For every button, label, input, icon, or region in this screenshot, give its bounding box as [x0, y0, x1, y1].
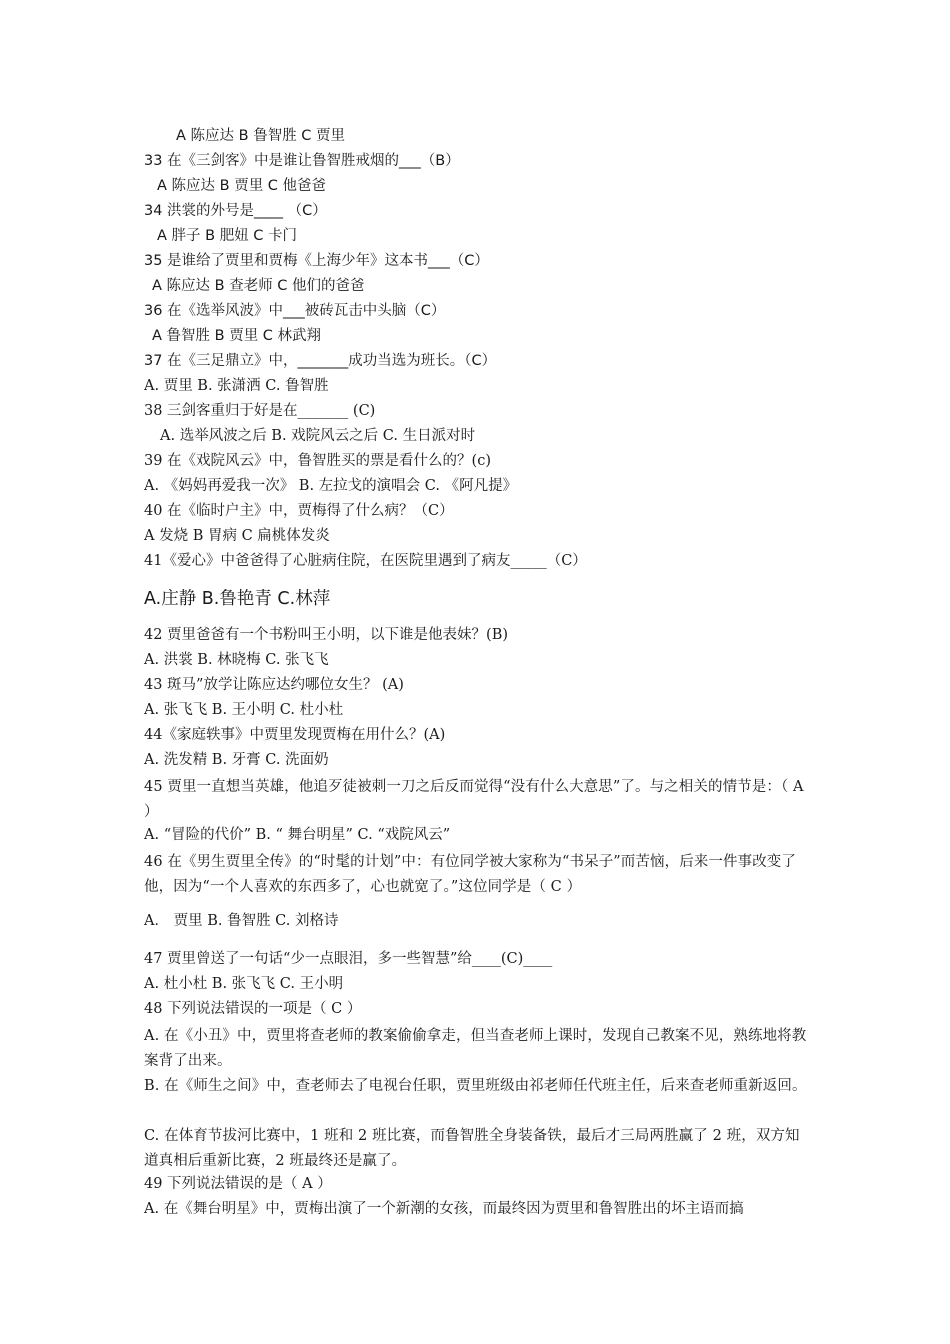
option-line: A. 《妈妈再爱我一次》 B. 左拉戈的演唱会 C. 《阿凡提》 — [144, 478, 518, 494]
option-line: A. 贾里 B. 张潇洒 C. 鲁智胜 — [144, 378, 329, 394]
option-line: A. 洪裳 B. 林晓梅 C. 张飞飞 — [144, 652, 329, 668]
question-48: 48 下列说法错误的一项是（ C ） — [144, 1001, 362, 1017]
question-45: 45 贾里一直想当英雄，他追歹徒被刺一刀之后反而觉得“没有什么大意思”了。与之相关的情节是：（ A ） — [144, 779, 804, 820]
option-line: A. 杜小杜 B. 张飞飞 C. 王小明 — [144, 976, 344, 992]
question-46: 46 在《男生贾里全传》的“时髦的计划”中：有位同学被大家称为“书呆子”而苦恼，后来一件事改变了他，因为“一个人喜欢的东西多了，心也就宽了。”这位同学是（ C ） — [144, 854, 797, 895]
option-line: A. 洗发精 B. 牙膏 C. 洗面奶 — [144, 752, 329, 768]
option-line: A 陈应达 B 鲁智胜 C 贾里 — [176, 128, 346, 144]
question-34: 34 洪裳的外号是____ （C） — [144, 203, 327, 219]
question-33: 33 在《三剑客》中是谁让鲁智胜戒烟的___（B） — [144, 153, 460, 169]
option-line: A 胖子 B 肥妞 C 卡门 — [157, 228, 298, 244]
question-42: 42 贾里爸爸有一个书粉叫王小明，以下谁是他表妹？(B) — [144, 627, 509, 643]
option-line: A. “冒险的代价” B. “ 舞台明星” C. “戏院风云” — [144, 827, 451, 843]
statement-c: C. 在体育节拔河比赛中，1 班和 2 班比赛，而鲁智胜全身装备铁，最后才三局两胜赢了 2 班，双方知道真相后重新比赛，2 班最终还是赢了。 — [144, 1128, 800, 1169]
question-41: 41《爱心》中爸爸得了心脏病住院，在医院里遇到了病友_____（C） — [144, 553, 587, 569]
question-38: 38 三剑客重归于好是在_______ (C) — [144, 403, 376, 419]
option-line: A． 贾里 B. 鲁智胜 C. 刘格诗 — [144, 913, 339, 929]
question-40: 40 在《临时户主》中，贾梅得了什么病？（C） — [144, 503, 454, 519]
option-line: A. 张飞飞 B. 王小明 C. 杜小杜 — [144, 702, 344, 718]
question-36: 36 在《选举风波》中___被砖瓦击中头脑（C） — [144, 303, 446, 319]
question-35: 35 是谁给了贾里和贾梅《上海少年》这本书___（C） — [144, 253, 489, 269]
option-line: A.庄静 B.鲁艳青 C.林萍 — [144, 589, 331, 609]
question-49: 49 下列说法错误的是（ A ） — [144, 1176, 332, 1192]
statement-b: B. 在《师生之间》中，查老师去了电视台任职，贾里班级由祁老师任代班主任，后来查老师重新返回。 — [144, 1078, 807, 1094]
option-line: A. 选举风波之后 B. 戏院风云之后 C. 生日派对时 — [160, 428, 476, 444]
statement-a: A. 在《舞台明星》中，贾梅出演了一个新潮的女孩，而最终因为贾里和鲁智胜出的坏主语而搞 — [144, 1201, 744, 1217]
question-47: 47 贾里曾送了一句话“少一点眼泪，多一些智慧”给____(C)____ — [144, 951, 553, 967]
question-39: 39 在《戏院风云》中，鲁智胜买的票是看什么的？(c) — [144, 453, 491, 469]
question-43: 43 斑马”放学让陈应达约哪位女生？ (A) — [144, 677, 404, 693]
option-line: A 陈应达 B 查老师 C 他们的爸爸 — [152, 278, 365, 294]
option-line: A 鲁智胜 B 贾里 C 林武翔 — [152, 328, 322, 344]
statement-a: A. 在《小丑》中，贾里将查老师的教案偷偷拿走，但当查老师上课时，发现自己教案不见，熟练地将教案背了出来。 — [144, 1028, 807, 1069]
option-line: A 发烧 B 胃病 C 扁桃体发炎 — [144, 528, 330, 544]
option-line: A 陈应达 B 贾里 C 他爸爸 — [157, 178, 327, 194]
question-37: 37 在《三足鼎立》中，_______成功当选为班长。（C） — [144, 353, 497, 369]
question-44: 44《家庭轶事》中贾里发现贾梅在用什么？(A) — [144, 727, 446, 743]
